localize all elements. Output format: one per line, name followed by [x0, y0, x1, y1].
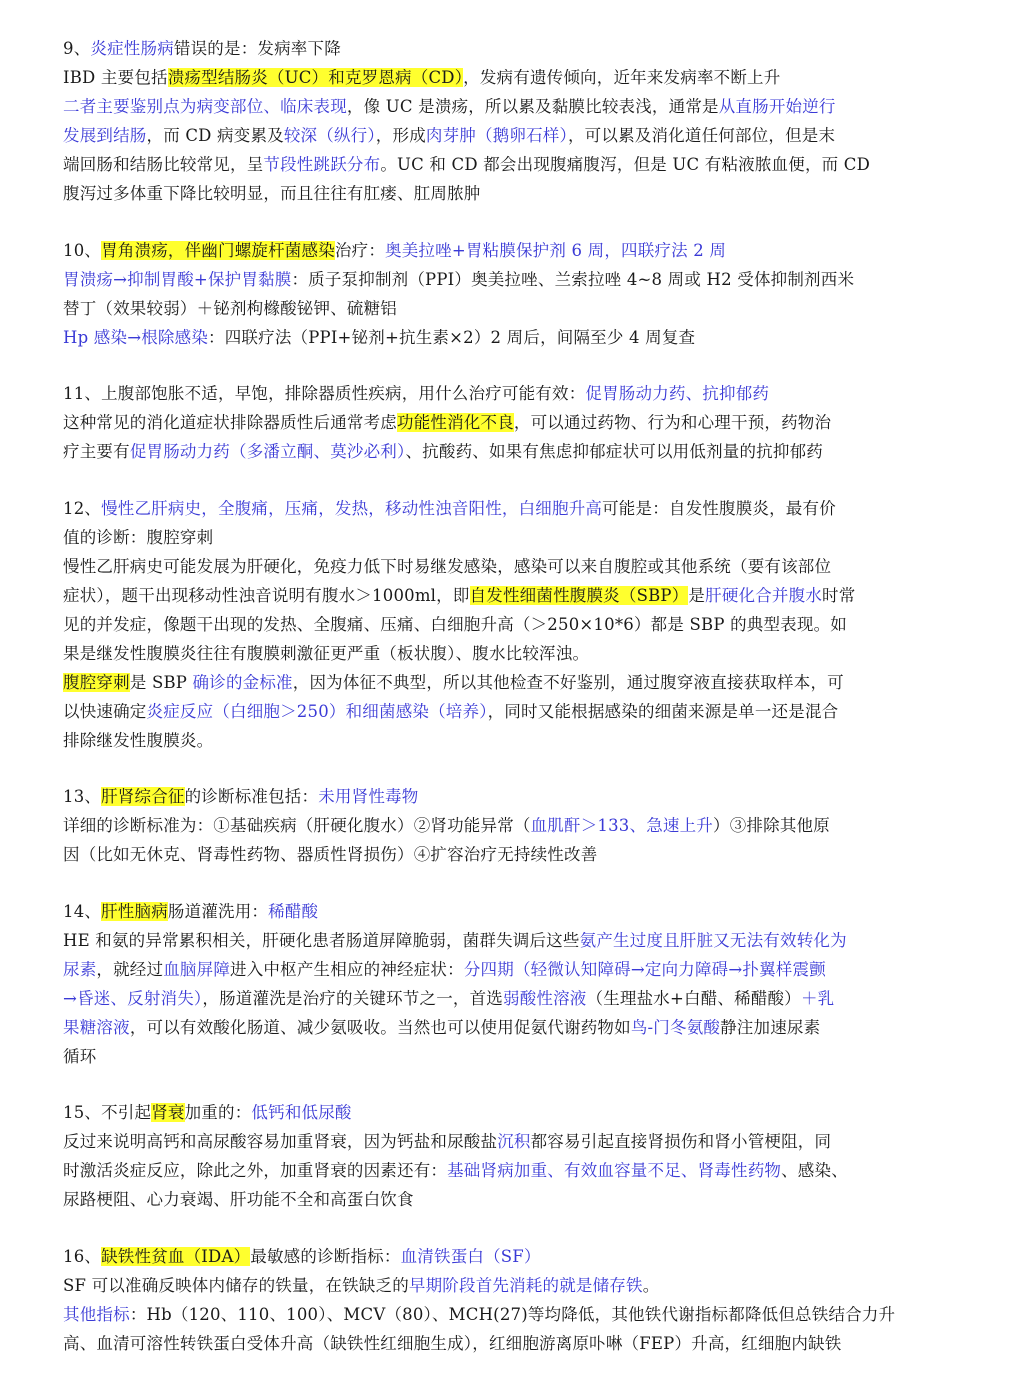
- text-line: [63, 265, 948, 294]
- text-line: [63, 552, 948, 581]
- text-line: [63, 1271, 948, 1300]
- text-segment: 最敏感的诊断指标：: [250, 1246, 401, 1266]
- text-segment: 。UC 和 CD 都会出现腹痛腹泻，但是 UC 有粘液脓血便，而 CD: [380, 155, 871, 174]
- text-segment: ：Hb（120、110、100）、MCV（80）、MCH(27)等均降低，其他铁代谢指标都降低但总铁结合力升: [129, 1304, 896, 1324]
- text-line: [63, 294, 948, 323]
- text-segment: ，肠道灌洗是治疗的关键环节之一，首选: [202, 988, 503, 1008]
- text-line: [63, 955, 948, 984]
- text-line: [63, 610, 948, 639]
- blue-text: 血肌酐＞133、急速上升: [530, 816, 714, 835]
- text-segment: 腹泻过多体重下降比较明显，而且往往有肛瘘、肛周脓肿: [63, 184, 481, 203]
- text-segment: 是: [688, 585, 706, 605]
- blue-text: 血脑屏障: [163, 959, 231, 979]
- text-line: [63, 1185, 948, 1214]
- text-segment: ，就经过: [96, 959, 164, 979]
- text-segment: SF 可以准确反映体内储存的铁量，在铁缺乏的: [63, 1275, 409, 1295]
- text-line: [63, 1127, 948, 1156]
- text-line: [63, 697, 948, 726]
- blue-text: 低钙和低尿酸: [251, 1103, 352, 1122]
- blue-text: 从直肠开始逆行: [718, 97, 836, 116]
- text-line: [63, 639, 948, 668]
- text-segment: 反过来说明高钙和高尿酸容易加重肾衰，因为钙盐和尿酸盐: [63, 1132, 498, 1151]
- text-segment: 、感染、: [781, 1161, 848, 1180]
- highlighted-text: 功能性消化不良: [397, 413, 514, 432]
- text-segment: 是 SBP: [129, 672, 193, 692]
- blue-text: 促胃肠动力药（多潘立酮、莫沙必利）: [129, 442, 406, 461]
- text-segment: 时激活炎症反应，除此之外，加重肾衰的因素还有：: [63, 1161, 448, 1180]
- text-segment: ：质子泵抑制剂（PPI）奥美拉唑、兰索拉唑 4~8 周或 H2 受体抑制剂西米: [291, 269, 855, 289]
- highlighted-text: 溃疡型结肠炎（UC）和克罗恩病（CD）: [167, 68, 464, 87]
- text-line: [63, 150, 948, 179]
- text-segment: 。: [642, 1275, 660, 1295]
- text-segment: 值的诊断：腹腔穿刺: [63, 527, 214, 547]
- text-segment: 因（比如无休克、肾毒性药物、器质性肾损伤）④扩容治疗无持续性改善: [63, 845, 598, 864]
- text-segment: 循环: [63, 1046, 97, 1066]
- text-line: [63, 523, 948, 552]
- blue-text: 慢性乙肝病史，全腹痛，压痛，发热，移动性浊音阳性，白细胞升高: [101, 498, 603, 518]
- text-segment: 慢性乙肝病史可能发展为肝硬化，免疫力低下时易继发感染，感染可以来自腹腔或其他系统（要有该部位: [63, 556, 832, 576]
- text-segment: 、抗酸药、如果有焦虑抑郁症状可以用低剂量的抗抑郁药: [405, 442, 823, 461]
- text-segment: 9、: [63, 39, 91, 58]
- blue-text: 基础肾病加重、有效血容量不足、肾毒性药物: [447, 1161, 782, 1180]
- text-segment: 替丁（效果较弱）＋铋剂枸橼酸铋钾、硫糖铝: [63, 298, 397, 318]
- question-section: [63, 1242, 948, 1358]
- blue-text: 鸟-门冬氨酸: [630, 1017, 721, 1037]
- text-segment: 进入中枢产生相应的神经症状：: [230, 959, 464, 979]
- text-segment: 症状），题干出现移动性浊音说明有腹水＞1000ml，即: [63, 585, 470, 605]
- text-segment: （生理盐水+白醋、稀醋酸）: [586, 988, 801, 1008]
- blue-text: 炎症反应（白细胞＞250）和细菌感染（培养）: [146, 701, 488, 721]
- text-line: [63, 494, 948, 523]
- text-segment: 治疗：: [334, 240, 386, 260]
- blue-text: 奥美拉唑+胃粘膜保护剂 6 周，四联疗法 2 周: [385, 240, 727, 260]
- question-section: [63, 1098, 948, 1214]
- text-segment: 可能是：自发性腹膜炎，最有价: [602, 498, 836, 518]
- blue-text: 氨产生过度且肝脏又无法有效转化为: [579, 930, 847, 950]
- text-line: [63, 840, 948, 869]
- question-section: [63, 494, 948, 755]
- text-segment: 静注加速尿素: [720, 1017, 821, 1037]
- blue-text: 发展到结肠: [63, 126, 147, 145]
- text-segment: ，可以通过药物、行为和心理干预，药物治: [513, 413, 832, 432]
- text-line: [63, 984, 948, 1013]
- text-line: [63, 1242, 948, 1271]
- text-line: [63, 34, 948, 63]
- text-segment: ，形成: [375, 126, 426, 145]
- text-line: [63, 1042, 948, 1071]
- blue-text: 早期阶段首先消耗的就是储存铁: [408, 1275, 643, 1295]
- blue-text: 弱酸性溶液: [503, 988, 587, 1008]
- text-line: [63, 811, 948, 840]
- text-segment: 14、: [63, 901, 102, 921]
- text-segment: 排除继发性腹膜炎。: [63, 730, 214, 750]
- text-segment: ，而 CD 病变累及: [146, 126, 284, 145]
- text-segment: 16、: [63, 1246, 102, 1266]
- text-line: [63, 726, 948, 755]
- highlighted-text: 肾衰: [151, 1103, 185, 1122]
- question-section: [63, 782, 948, 869]
- blue-text: 二者主要鉴别点为病变部位、临床表现: [63, 97, 347, 116]
- blue-text: 肉芽肿（鹅卵石样）: [425, 126, 568, 145]
- highlighted-text: 腹腔穿刺: [63, 672, 130, 692]
- question-section: [63, 236, 948, 352]
- blue-text: 血清铁蛋白（SF）: [400, 1246, 541, 1266]
- text-segment: 果是继发性腹膜炎往往有腹膜刺激征更严重（板状腹）、腹水比较浑浊。: [63, 643, 590, 663]
- text-segment: 13、: [63, 787, 102, 806]
- text-segment: ，可以有效酸化肠道、减少氨吸收。当然也可以使用促氨代谢药物如: [129, 1017, 631, 1037]
- text-line: [63, 926, 948, 955]
- text-segment: ：四联疗法（PPI+铋剂+抗生素×2）2 周后，间隔至少 4 周复查: [208, 327, 696, 347]
- text-segment: 肠道灌洗用：: [167, 901, 269, 921]
- text-segment: 时常: [822, 585, 856, 605]
- text-line: [63, 1329, 948, 1358]
- text-segment: 见的并发症，像题干出现的发热、全腹痛、压痛、白细胞升高（＞250×10*6）都是 SBP 的典型表现。如: [63, 614, 847, 634]
- blue-text: 未用肾性毒物: [318, 787, 419, 806]
- text-line: [63, 92, 948, 121]
- text-segment: 高、血清可溶性转铁蛋白受体升高（缺铁性红细胞生成），红细胞游离原卟啉（FEP）升高，红细胞内缺铁: [63, 1333, 842, 1353]
- text-segment: 疗主要有: [63, 442, 130, 461]
- text-segment: 错误的是：发病率下降: [173, 39, 341, 58]
- blue-text: →昏迷、反射消失）: [63, 988, 203, 1008]
- text-line: [63, 897, 948, 926]
- text-segment: ，可以累及消化道任何部位，但是末: [567, 126, 836, 145]
- text-segment: ）③排除其他原: [713, 816, 830, 835]
- highlighted-text: 自发性细菌性腹膜炎（SBP）: [469, 585, 689, 605]
- blue-text: 炎症性肠病: [90, 39, 174, 58]
- text-line: [63, 668, 948, 697]
- blue-text: 稀醋酸: [268, 901, 319, 921]
- text-segment: ，发病有遗传倾向，近年来发病率不断上升: [463, 68, 781, 87]
- text-line: [63, 408, 948, 437]
- text-line: [63, 1013, 948, 1042]
- text-line: [63, 1098, 948, 1127]
- text-line: [63, 323, 948, 352]
- blue-text: 尿素: [63, 959, 97, 979]
- question-section: [63, 379, 948, 466]
- highlighted-text: 缺铁性贫血（IDA）: [101, 1246, 251, 1266]
- blue-text: 胃溃疡→抑制胃酸+保护胃黏膜: [63, 269, 292, 289]
- text-segment: 端回肠和结肠比较常见，呈: [63, 155, 264, 174]
- notes-page: [63, 34, 948, 1385]
- blue-text: 沉积: [497, 1132, 531, 1151]
- text-segment: 12、: [63, 498, 102, 518]
- text-segment: 这种常见的消化道症状排除器质性后通常考虑: [63, 413, 397, 432]
- blue-text: 果糖溶液: [63, 1017, 130, 1037]
- highlighted-text: 胃角溃疡，伴幽门螺旋杆菌感染: [101, 240, 335, 260]
- text-segment: 以快速确定: [63, 701, 147, 721]
- question-section: [63, 34, 948, 208]
- blue-text: 肝硬化合并腹水: [705, 585, 823, 605]
- blue-text: ＋乳: [800, 988, 835, 1008]
- question-section: [63, 897, 948, 1071]
- highlighted-text: 肝肾综合征: [101, 787, 185, 806]
- text-line: [63, 63, 948, 92]
- text-line: [63, 782, 948, 811]
- text-segment: 都容易引起直接肾损伤和肾小管梗阻，同: [530, 1132, 832, 1151]
- blue-text: 确诊的金标准: [192, 672, 293, 692]
- text-line: [63, 179, 948, 208]
- blue-text: 分四期（轻微认知障碍→定向力障碍→扑翼样震颤: [463, 959, 826, 979]
- text-segment: ，像 UC 是溃疡，所以累及黏膜比较表浅，通常是: [346, 97, 719, 116]
- blue-text: Hp 感染→根除感染: [63, 327, 209, 347]
- text-line: [63, 581, 948, 610]
- text-segment: ，同时又能根据感染的细菌来源是单一还是混合: [487, 701, 839, 721]
- text-segment: 11、上腹部饱胀不适，早饱，排除器质性疾病，用什么治疗可能有效：: [63, 384, 586, 403]
- text-segment: 加重的：: [184, 1103, 252, 1122]
- text-line: [63, 379, 948, 408]
- blue-text: 节段性跳跃分布: [263, 155, 381, 174]
- highlighted-text: 肝性脑病: [101, 901, 168, 921]
- text-segment: 15、不引起: [63, 1103, 152, 1122]
- blue-text: 较深（纵行）: [283, 126, 376, 145]
- text-segment: 尿路梗阻、心力衰竭、肝功能不全和高蛋白饮食: [63, 1190, 414, 1209]
- text-segment: 10、: [63, 240, 102, 260]
- text-line: [63, 1300, 948, 1329]
- text-line: [63, 437, 948, 466]
- text-segment: 详细的诊断标准为：①基础疾病（肝硬化腹水）②肾功能异常（: [63, 816, 531, 835]
- text-line: [63, 121, 948, 150]
- text-segment: IBD 主要包括: [63, 68, 168, 87]
- text-line: [63, 236, 948, 265]
- text-segment: ，因为体征不典型，所以其他检查不好鉴别，通过腹穿液直接获取样本，可: [292, 672, 844, 692]
- blue-text: 其他指标: [63, 1304, 130, 1324]
- text-segment: HE 和氨的异常累积相关，肝硬化患者肠道屏障脆弱，菌群失调后这些: [63, 930, 580, 950]
- text-segment: 的诊断标准包括：: [184, 787, 319, 806]
- text-line: [63, 1156, 948, 1185]
- blue-text: 促胃肠动力药、抗抑郁药: [585, 384, 770, 403]
